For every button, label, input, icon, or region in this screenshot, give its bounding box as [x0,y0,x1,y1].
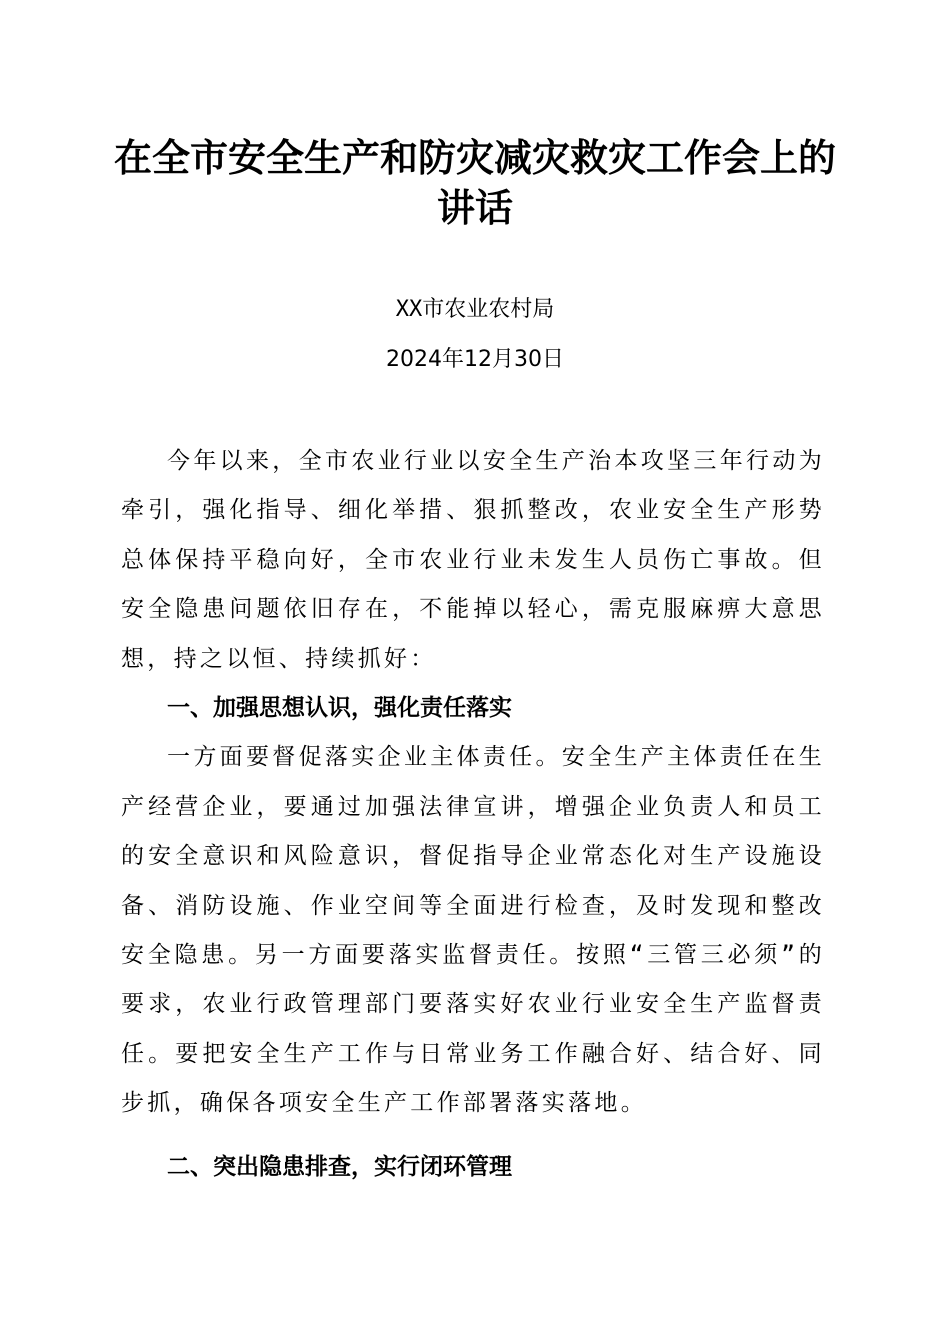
document-body [121,437,825,1192]
intro-paragraph: 今年以来，全市农业行业以安全生产治本攻坚三年行动为牵引，强化指导、细化举措、狠抓整改，农业安全生产形势总体保持平稳向好，全市农业行业未发生人员伤亡事故。但安全隐患问题依旧存在，不能掉以轻心，需克服麻痹大意思想，持之以恒、持续抓好： [121,448,825,672]
document-title: 在全市安全生产和防灾减灾救灾工作会上的讲话 [113,135,836,230]
paragraph-gap [121,1129,825,1143]
author-organization: XX市农业农村局 [395,297,555,322]
section-1-paragraph: 一方面要督促落实企业主体责任。安全生产主体责任在生产经营企业，要通过加强法律宣讲，增强企业负责人和员工的安全意识和风险意识，督促指导企业常态化对生产设施设备、消防设施、作业空间等全面进行检查，及时发现和整改安全隐患。另一方面要落实监督责任。按照“三管三必须”的要求，农业行政管理部门要落实好农业行业安全生产监督责任。要把安全生产工作与日常业务工作融合好、结合好、同步抓，确保各项安全生产工作部署落实落地。 [121,744,825,1117]
section-heading-2: 二、突出隐患排查，实行闭环管理 [167,1153,512,1180]
section-heading-1: 一、加强思想认识，强化责任落实 [167,695,512,722]
document-date: 2024年12月30日 [386,347,564,372]
